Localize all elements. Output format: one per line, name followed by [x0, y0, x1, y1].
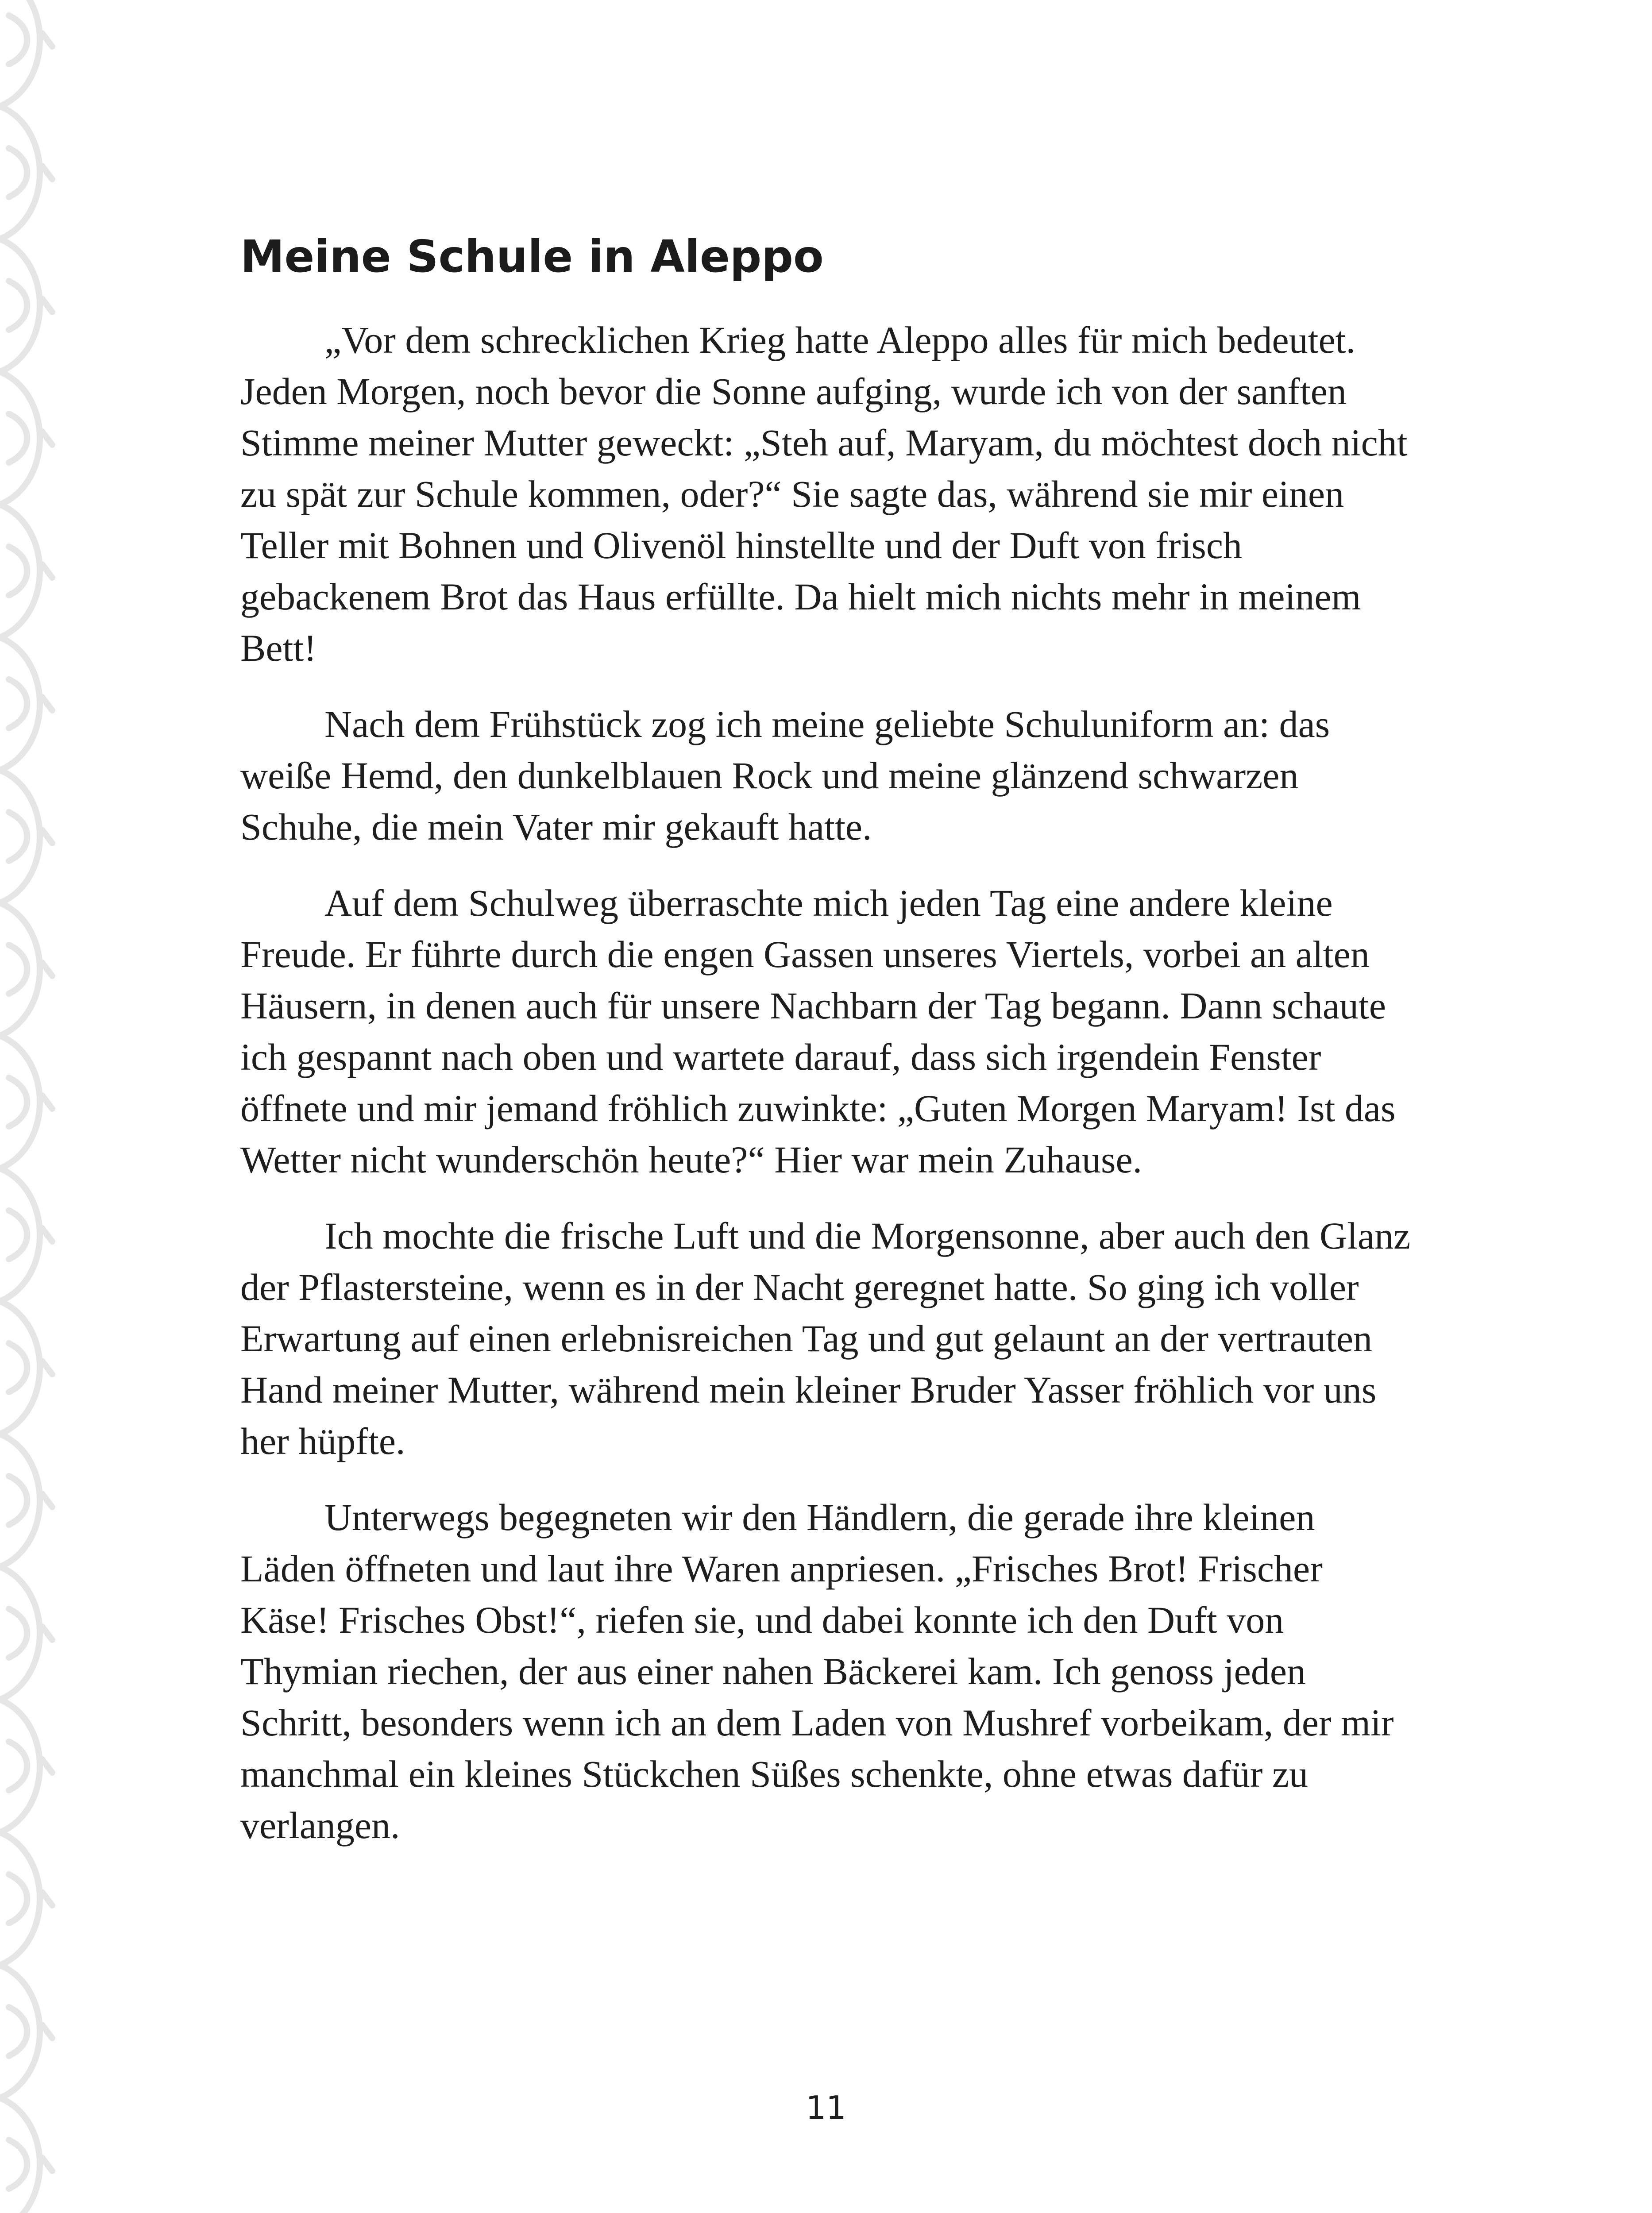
ornament-crescent: [9, 1078, 27, 1126]
ornament-arc: [0, 1434, 40, 1567]
arabesque-border-icon: [0, 0, 58, 2213]
ornament-dash: [42, 697, 52, 710]
paragraph: „Vor dem schrecklichen Krieg hatte Aleppo alles für mich bedeutet. Jeden Morgen, noch bevor die Sonne aufging, wurde ich von der sanften Stimme meiner Mutter geweckt: „Steh auf, Maryam, du möchtest doch nicht zu spät zur Schule kommen, oder?“ Sie sagte das, während sie mir einen Teller mit Bohnen und Olivenöl hinstellte und der Duft von frisch gebackenem Brot das Haus erfüllte. Da hielt mich nichts mehr in meinem Bett!: [240, 319, 1408, 669]
ornament-dash: [42, 1095, 52, 1109]
ornament-dash: [42, 1627, 52, 1640]
ornament-crescent: [9, 1742, 27, 1790]
ornament-arc: [0, 903, 40, 1036]
ornament-crescent: [9, 148, 27, 197]
ornament-crescent: [9, 15, 27, 64]
ornament-dash: [42, 2158, 52, 2171]
ornament-arc: [0, 372, 40, 505]
ornament-crescent: [9, 2007, 27, 2056]
ornament-crescent: [9, 2140, 27, 2189]
ornament-arc: [0, 1965, 40, 2098]
ornament-dash: [42, 1759, 52, 1773]
paragraph: Unterwegs begegneten wir den Händlern, die gerade ihre kleinen Läden öffneten und laut ihre Waren anpriesen. „Frisches Brot! Frischer Käse! Frisches Obst!“, riefen sie, und dabei konnte ich den Duft von Thymian riechen, der aus einer nahen Bäckerei kam. Ich genoss jeden Schritt, besonders wenn ich an dem Laden von Mushref vorbeikam, der mir manchmal ein kleines Stückchen Süßes schenkte, ohne etwas dafür zu verlangen.: [240, 1496, 1394, 1847]
ornament-crescent: [9, 1476, 27, 1525]
ornament-crescent: [9, 1609, 27, 1658]
ornament-dash: [42, 299, 52, 312]
ornament-arc: [0, 1700, 40, 1832]
ornament-dash: [42, 1892, 52, 1905]
ornament-crescent: [9, 547, 27, 595]
page-number: 11: [806, 2089, 846, 2126]
ornament-dash: [42, 2025, 52, 2038]
ornament-arc: [0, 1036, 40, 1168]
ornament-arc: [0, 637, 40, 770]
paragraph: Ich mochte die frische Luft und die Morgensonne, aber auch den Glanz der Pflastersteine, wenn es in der Nacht geregnet hatte. So ging ich voller Erwartung auf einen erlebnisreichen Tag und gut gelaunt an der vertrauten Hand meiner Mutter, während mein kleiner Bruder Yasser fröhlich vor uns her hüpfte.: [240, 1214, 1411, 1462]
ornament-arc: [0, 1832, 40, 1965]
ornament-arc: [0, 1567, 40, 1700]
ornament-crescent: [9, 1874, 27, 1923]
ornament-arc: [0, 106, 40, 239]
ornament-crescent: [9, 679, 27, 728]
paragraph: Nach dem Frühstück zog ich meine geliebte Schuluniform an: das weiße Hemd, den dunkelblauen Rock und meine glänzend schwarzen Schuhe, die mein Vater mir gekauft hatte.: [240, 703, 1330, 848]
ornament-crescent: [9, 945, 27, 994]
ornament-arc: [0, 505, 40, 637]
ornament-dash: [42, 166, 52, 179]
page-content: [240, 230, 1418, 1876]
ornament-dash: [42, 33, 52, 46]
ornament-arc: [0, 1168, 40, 1301]
ornament-crescent: [9, 1343, 27, 1392]
ornament-dash: [42, 1494, 52, 1507]
ornament-dash: [42, 1361, 52, 1374]
paragraph: Auf dem Schulweg überraschte mich jeden Tag eine andere kleine Freude. Er führte durch die engen Gassen unseres Viertels, vorbei an alten Häusern, in denen auch für unsere Nachbarn der Tag begann. Dann schaute ich gespannt nach oben und wartete darauf, dass sich irgendein Fenster öffnete und mir jemand fröhlich zuwinkte: „Guten Morgen Maryam! Ist das Wetter nicht wunderschön heute?“ Hier war mein Zuhause.: [240, 882, 1396, 1181]
ornament-crescent: [9, 414, 27, 463]
ornament-arc: [0, 1301, 40, 1434]
ornament-arc: [0, 770, 40, 903]
ornament-dash: [42, 432, 52, 445]
chapter-title: Meine Schule in Aleppo: [240, 231, 824, 282]
ornament-dash: [42, 963, 52, 976]
ornament-crescent: [9, 1211, 27, 1259]
ornament-dash: [42, 830, 52, 843]
ornament-arc: [0, 239, 40, 372]
ornament-crescent: [9, 281, 27, 330]
ornament-dash: [42, 1228, 52, 1241]
ornament-crescent: [9, 812, 27, 861]
ornament-dash: [42, 564, 52, 578]
